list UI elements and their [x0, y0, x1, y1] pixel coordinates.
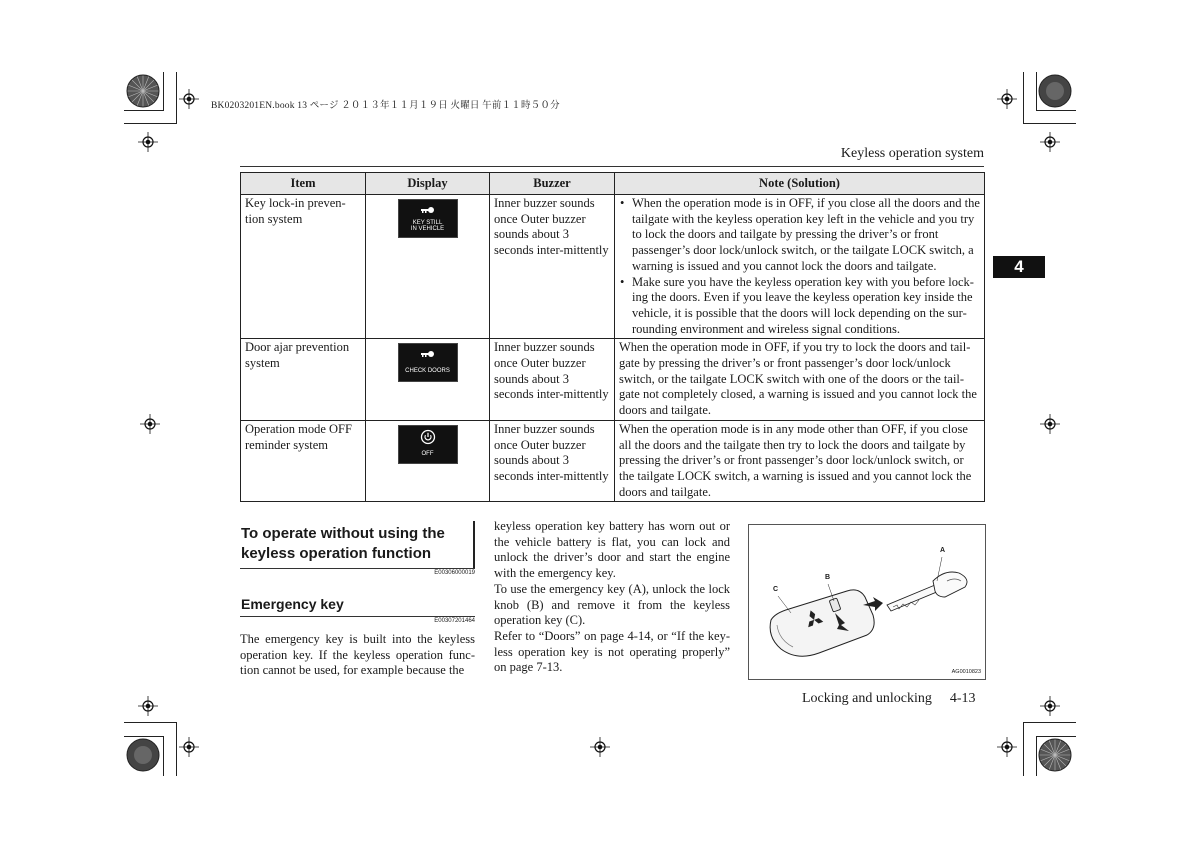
display-cell: [366, 420, 490, 502]
note-cell: [615, 195, 985, 339]
table-row: [241, 339, 985, 421]
emergency-key-figure: [748, 524, 986, 680]
table-header-row: [241, 173, 985, 195]
crosshair-mark-icon: [138, 696, 158, 716]
display-text: OFF: [421, 450, 434, 457]
column-header-buzzer: Buzzer: [490, 173, 615, 195]
key-icon: [420, 349, 436, 361]
item-cell: Door ajar prevention system: [241, 339, 366, 421]
figure-label-b: B: [825, 574, 831, 581]
display-cell: [366, 339, 490, 421]
page-footer: [802, 691, 976, 707]
keyless-key-illustration-icon: [749, 525, 985, 679]
crosshair-mark-icon: [138, 132, 158, 152]
key-still-in-vehicle-display: [398, 199, 458, 238]
print-info-slug: BK0203201EN.book 13 ページ ２０１３年１１月１９日 火曜日 午前１１時５０分: [211, 101, 560, 111]
table-row: [241, 195, 985, 339]
section-rule: [240, 568, 475, 569]
subsection-code: E00307201464: [434, 618, 475, 624]
crosshair-mark-icon: [590, 737, 610, 757]
figure-label-c: C: [773, 586, 779, 593]
crosshair-mark-icon: [179, 737, 199, 757]
body-paragraph: Refer to “Doors” on page 4-14, or “If the key-less operation key is not operating properly” on page 7-13.: [494, 628, 730, 675]
display-text: CHECK DOORS: [405, 368, 450, 375]
registration-rosette-icon: [125, 73, 161, 109]
crosshair-mark-icon: [997, 737, 1017, 757]
footer-section: Locking and unlocking: [802, 691, 932, 706]
page-number: 4-13: [949, 691, 976, 706]
crosshair-mark-icon: [140, 414, 160, 434]
display-text: IN VEHICLE: [410, 226, 445, 232]
body-column-2: [494, 519, 730, 676]
column-header-note: Note (Solution): [615, 173, 985, 195]
header-rule: [240, 166, 984, 167]
column-header-display: Display: [366, 173, 490, 195]
body-paragraph: keyless operation key battery has worn out or the vehicle battery is flat, you can lock and unlock the driver’s door and start the engine with the emergency key.: [494, 519, 730, 581]
buzzer-cell: Inner buzzer sounds once Outer buzzer sounds about 3 seconds inter-mittently: [490, 339, 615, 421]
power-button-icon: [420, 429, 436, 445]
section-title: To operate without using the keyless operation function: [241, 525, 445, 562]
crosshair-mark-icon: [1040, 132, 1060, 152]
crosshair-mark-icon: [1040, 414, 1060, 434]
body-column-1: [240, 632, 475, 679]
key-icon: [420, 205, 436, 217]
item-cell: Operation mode OFF reminder system: [241, 420, 366, 502]
figure-label-a: A: [940, 547, 946, 554]
registration-rosette-icon: [1037, 737, 1073, 773]
table-row: [241, 420, 985, 502]
item-cell: Key lock-in preven-tion system: [241, 195, 366, 339]
note-bullet: • When the operation mode is in OFF, if you close all the doors and the tailgate with the keyless operation key left in the vehicle and you try to lock the doors and tailgate by pressing the driver’s or front passenger’s door lock/unlock switch, or the tailgate LOCK switch, a warning is issued and you cannot lock the doors and tailgate.: [619, 196, 980, 275]
section-code: E00306000019: [434, 570, 475, 576]
figure-code: AG0010823: [951, 669, 981, 675]
note-cell: When the operation mode is in any mode other than OFF, if you close all the doors and the tailgate then try to lock the doors and tailgate by pressing the driver’s or front passenger’s door lock/unlock switch, or the tailgate LOCK switch, a warning is issued and you cannot lock the doors and tailgate.: [615, 420, 985, 502]
running-head: Keyless operation system: [840, 146, 984, 161]
crosshair-mark-icon: [1040, 696, 1060, 716]
section-title-bar: [473, 521, 475, 568]
crosshair-mark-icon: [997, 89, 1017, 109]
subsection-title: Emergency key: [241, 596, 344, 612]
column-header-item: Item: [241, 173, 366, 195]
display-cell: [366, 195, 490, 339]
chapter-tab[interactable]: 4: [993, 256, 1045, 278]
display-text: KEY STILL: [412, 220, 443, 226]
body-paragraph: The emergency key is built into the keyless operation key. If the keyless operation func-tion cannot be used, for example because the: [240, 632, 475, 678]
check-doors-display: [398, 343, 458, 382]
body-paragraph: To use the emergency key (A), unlock the lock knob (B) and remove it from the keyless operation key (C).: [494, 581, 730, 628]
warning-systems-table: [240, 172, 985, 502]
registration-rosette-icon: [1037, 73, 1073, 109]
registration-rosette-icon: [125, 737, 161, 773]
note-bullet: • Make sure you have the keyless operation key with you before lock-ing the doors. Even if you leave the keyless operation key inside the vehicle, it is possible that the doors will lock depending on the sur-rounding environment and wireless signal conditions.: [619, 275, 980, 338]
crosshair-mark-icon: [179, 89, 199, 109]
buzzer-cell: Inner buzzer sounds once Outer buzzer sounds about 3 seconds inter-mittently: [490, 195, 615, 339]
buzzer-cell: Inner buzzer sounds once Outer buzzer sounds about 3 seconds inter-mittently: [490, 420, 615, 502]
subsection-rule: [240, 616, 475, 617]
note-cell: When the operation mode in OFF, if you try to lock the doors and tail-gate by pressing the driver’s or front passenger’s door lock/unlock switch, or the tailgate LOCK switch with one of the doors or the tail-gate not completely closed, a warning is issued and you cannot lock the doors and tailgate.: [615, 339, 985, 421]
operation-mode-off-display: [398, 425, 458, 464]
